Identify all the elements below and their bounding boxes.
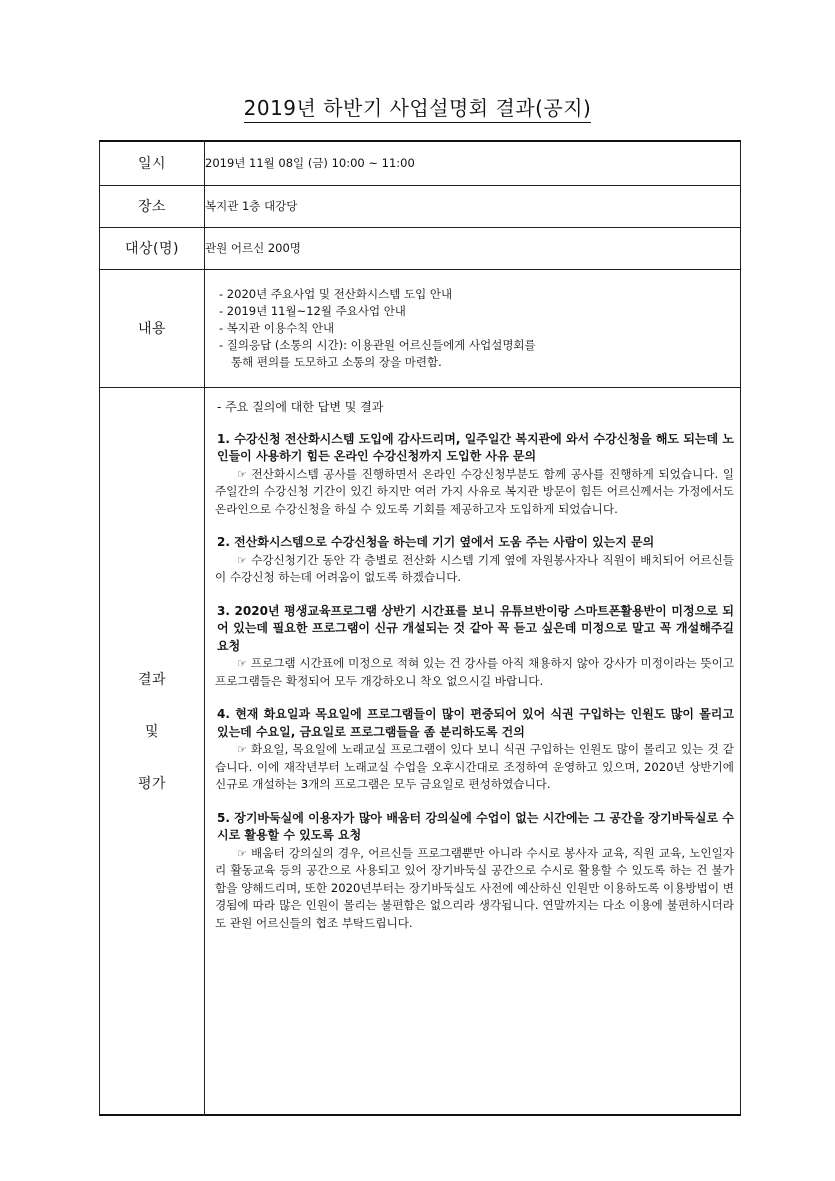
answer-text <box>215 741 734 794</box>
answer-body: 프로그램 시간표에 미정으로 적혀 있는 건 강사를 아직 채용하지 않아 강사가 미정이라는 뜻이고 프로그램들은 확정되어 모두 개강하오니 착오 없으시길 바랍니다. <box>215 656 734 688</box>
value-place: 복지관 1층 대강당 <box>205 185 741 227</box>
label-result-1: 결과 <box>137 671 167 688</box>
document-title: 2019년 하반기 사업설명회 결과(공지) <box>0 92 835 121</box>
pointing-hand-icon: ☞ <box>237 743 247 756</box>
content-item-continuation: 통해 편의를 도모하고 소통의 장을 마련함. <box>231 354 442 369</box>
value-date: 2019년 11월 08일 (금) 10:00 ~ 11:00 <box>205 141 741 185</box>
label-result-3: 평가 <box>137 775 167 792</box>
question-text: 4. 현재 화요일과 목요일에 프로그램들이 많이 편중되어 있어 식권 구입하는 인원도 많이 몰리고 있는데 수요일, 금요일로 프로그램들을 좀 분리하도록 건의 <box>217 707 734 739</box>
pointing-hand-icon: ☞ <box>237 467 247 481</box>
pointing-hand-icon: ☞ <box>237 657 247 670</box>
answer-body: 화요일, 목요일에 노래교실 프로그램이 있다 보니 식권 구입하는 인원도 많이 몰리고 있는 것 같습니다. 이에 재작년부터 노래교실 수업을 오후시간대로 조정하여 운영하고 있으며, 2020년 상반기에 신규로 개설하는 3개의 프로그램은 모두 금요일로 편성하였습니다. <box>215 742 734 791</box>
question-text: 1. 수강신청 전산화시스템 도입에 감사드리며, 일주일간 복지관에 와서 수강신청을 해도 되는데 노인들이 사용하기 힘든 온라인 수강신청까지 도입한 사유 문의 <box>217 431 734 463</box>
answer-body: 배움터 강의실의 경우, 어르신들 프로그램뿐만 아니라 수시로 봉사자 교육, 직원 교육, 노인일자리 활동교육 등의 공간으로 사용되고 있어 장기바둑실 공간으로 수시로 활용할 수 있도록 하는 건 불가함을 양해드리며, 또한 2020년부터는 장기바둑실도 사전에 예산하신 인원만 이용하도록 이용방법이 변경됨에 따라 많은 인원이 몰리는 불편함은 없으리라 생각됩니다. 연말까지는 다소 이용에 불편하시더라도 관원 어르신들의 협조 부탁드립니다. <box>215 845 735 930</box>
label-result-2: 및 <box>144 723 160 740</box>
row-content <box>100 269 741 387</box>
label-date: 일시 <box>100 141 205 185</box>
answer-body: 전산화시스템 공사를 진행하면서 온라인 수강신청부분도 함께 공사를 진행하게 되었습니다. 일주일간의 수강신청 기간이 있긴 하지만 여러 가지 사유로 복지관 방문이 힘든 어르신께서는 가정에서도 온라인으로 수강신청을 하실 수 있도록 기회를 제공하고자 도입하게 되었습니다. <box>215 466 735 516</box>
qa-item <box>215 603 734 691</box>
value-content <box>205 269 741 387</box>
pointing-hand-icon: ☞ <box>237 846 247 860</box>
question-text: 5. 장기바둑실에 이용자가 많아 배움터 강의실에 수업이 없는 시간에는 그 공간을 장기바둑실로 수시로 활용할 수 있도록 요청 <box>217 810 734 842</box>
answer-body: 수강신청기간 동안 각 층별로 전산화 시스템 기계 옆에 자원봉사자나 직원이 배치되어 어르신들이 수강신청 하는데 어려움이 없도록 하겠습니다. <box>215 552 735 584</box>
qa-item <box>215 706 734 794</box>
content-item: - 복지관 이용수칙 안내 <box>219 320 335 335</box>
label-target: 대상(명) <box>100 227 205 269</box>
value-target: 관원 어르신 200명 <box>205 227 741 269</box>
label-content: 내용 <box>100 269 205 387</box>
row-target <box>100 227 741 269</box>
info-table <box>99 140 741 1116</box>
content-item: - 2020년 주요사업 및 전산화시스템 도입 안내 <box>219 286 453 301</box>
question-text: 2. 전산화시스템으로 수강신청을 하는데 기기 옆에서 도움 주는 사람이 있는지 문의 <box>217 535 655 549</box>
qa-item <box>215 534 734 587</box>
result-heading: - 주요 질의에 대한 답변 및 결과 <box>217 399 384 414</box>
value-result <box>205 387 741 1115</box>
content-item: - 2019년 11월~12월 주요사업 안내 <box>219 303 406 318</box>
pointing-hand-icon: ☞ <box>237 553 247 567</box>
row-result <box>100 387 741 1115</box>
qa-item <box>215 431 734 519</box>
row-place <box>100 185 741 227</box>
row-date <box>100 141 741 185</box>
answer-text <box>215 552 734 587</box>
answer-text <box>215 845 734 933</box>
qa-item <box>215 810 734 933</box>
content-item: - 질의응답 (소통의 시간): 이용관원 어르신들에게 사업설명회를 <box>219 337 536 352</box>
content-list <box>205 286 740 371</box>
label-place: 장소 <box>100 185 205 227</box>
answer-text <box>215 655 734 690</box>
question-text: 3. 2020년 평생교육프로그램 상반기 시간표를 보니 유튜브반이랑 스마트폰활용반이 미정으로 되어 있는데 필요한 프로그램이 신규 개설되는 것 같아 꼭 듣고 싶은데 미정으로 말고 꼭 개설해주길 요청 <box>217 603 734 653</box>
label-result <box>100 387 205 1115</box>
answer-text <box>215 466 734 519</box>
